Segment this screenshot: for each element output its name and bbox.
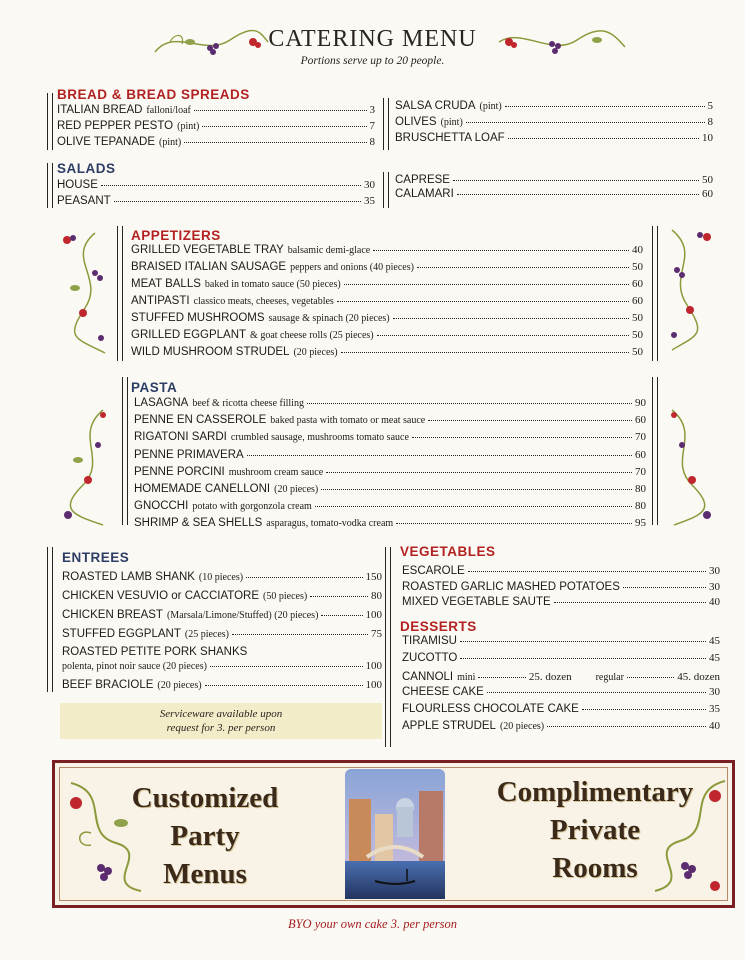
leader-dots <box>341 352 629 353</box>
serviceware-note <box>60 703 382 739</box>
menu-item <box>57 178 375 193</box>
item-desc: baked in tomato sauce (50 pieces) <box>204 279 341 290</box>
divider <box>117 226 118 361</box>
leader-dots <box>247 455 632 456</box>
leader-dots <box>310 596 368 597</box>
item-desc: (25 pieces) <box>184 629 230 640</box>
item-name: SALSA CRUDA <box>395 100 476 112</box>
cannoli-mini-label: mini <box>457 672 476 683</box>
item-name: CHICKEN BREAST <box>62 609 163 621</box>
divider <box>122 226 123 361</box>
item-desc: (pint) <box>159 137 182 148</box>
item-name: PENNE EN CASSEROLE <box>134 414 267 427</box>
item-name: CALAMARI <box>395 188 454 200</box>
leader-dots <box>417 267 629 268</box>
leader-dots <box>466 122 705 123</box>
menu-item <box>402 634 720 649</box>
item-desc: (20 pieces) <box>157 680 202 691</box>
menu-item <box>131 243 643 258</box>
divider <box>47 163 48 208</box>
item-price: 70 <box>635 465 646 478</box>
item-price: 90 <box>635 397 646 409</box>
item-name: CHICKEN VESUVIO or CACCIATORE <box>62 590 260 602</box>
item-name: ROASTED PETITE PORK SHANKS <box>62 646 248 658</box>
banner-right-line: Rooms <box>552 852 638 884</box>
leader-dots <box>205 685 363 686</box>
menu-item <box>62 589 382 604</box>
leader-dots <box>623 587 706 588</box>
divider <box>47 547 48 692</box>
menu-item <box>395 187 713 202</box>
menu-item <box>134 413 646 428</box>
item-price: 100 <box>365 660 382 672</box>
item-name: OLIVES <box>395 116 437 128</box>
item-desc: (pint) <box>440 117 463 128</box>
menu-item <box>57 194 375 209</box>
item-name: PEASANT <box>57 195 111 207</box>
divider <box>383 98 384 150</box>
item-price: 50 <box>632 261 643 273</box>
item-name: HOMEMADE CANELLONI <box>134 483 271 495</box>
item-desc: potato with gorgonzola cream <box>192 501 312 513</box>
menu-item <box>402 651 720 666</box>
leader-dots <box>232 634 368 635</box>
menu-item <box>395 173 713 188</box>
menu-item <box>134 448 646 463</box>
leader-dots <box>321 615 362 616</box>
item-name: STUFFED EGGPLANT <box>62 628 181 640</box>
leader-dots <box>505 106 705 107</box>
menu-item <box>402 564 720 579</box>
footer-note: BYO your own cake 3. per person <box>287 917 458 931</box>
leader-dots <box>315 506 632 507</box>
promo-banner <box>52 760 735 908</box>
divider <box>657 377 658 525</box>
item-price: 7 <box>369 120 375 132</box>
item-price: 50 <box>632 329 643 341</box>
floral-vine-icon <box>662 225 722 355</box>
item-desc: polenta, pinot noir sauce (20 pieces) <box>62 661 207 672</box>
menu-item <box>57 119 375 134</box>
item-price: 30 <box>364 179 375 191</box>
item-desc: classico meats, cheeses, vegetables <box>193 296 334 307</box>
menu-item <box>62 570 382 585</box>
item-name: CANNOLI <box>402 671 454 683</box>
item-desc: asparagus, tomato-vodka cream <box>266 518 394 530</box>
item-name: STUFFED MUSHROOMS <box>131 312 265 324</box>
item-price: 8 <box>707 116 713 128</box>
item-price: 80 <box>371 590 382 602</box>
cannoli-regular-price: 45. dozen <box>677 671 721 683</box>
item-name: RED PEPPER PESTO <box>57 120 174 132</box>
item-name: ESCAROLE <box>402 565 465 577</box>
section-title-vegetables: VEGETABLES <box>400 544 496 559</box>
menu-item <box>402 685 720 700</box>
item-name: BRAISED ITALIAN SAUSAGE <box>131 261 287 273</box>
menu-item <box>131 277 643 292</box>
divider <box>652 226 653 361</box>
divider <box>385 547 386 747</box>
item-name: FLOURLESS CHOCOLATE CAKE <box>402 703 579 715</box>
item-name: CHEESE CAKE <box>402 686 484 698</box>
menu-item <box>395 131 713 146</box>
leader-dots <box>337 301 629 302</box>
item-name: WILD MUSHROOM STRUDEL <box>131 346 290 358</box>
leader-dots <box>468 571 706 572</box>
item-name: APPLE STRUDEL <box>402 720 496 732</box>
item-name: RIGATONI SARDI <box>134 431 227 444</box>
item-desc: (20 pieces) <box>293 347 338 358</box>
item-desc: sausage & spinach (20 pieces) <box>268 313 390 324</box>
item-name: SHRIMP & SEA SHELLS <box>134 517 263 530</box>
floral-scroll-icon <box>645 771 729 899</box>
banner-right-line: Complimentary <box>496 776 694 808</box>
menu-item <box>131 294 643 309</box>
menu-item <box>134 482 646 497</box>
item-price: 40 <box>709 596 720 608</box>
menu-item <box>395 115 713 130</box>
item-desc: (50 pieces) <box>263 591 308 602</box>
menu-item <box>134 499 646 514</box>
floral-vine-icon <box>55 228 115 358</box>
section-title-desserts: DESSERTS <box>400 619 477 634</box>
leader-dots <box>321 489 632 490</box>
item-name: GRILLED EGGPLANT <box>131 329 247 341</box>
item-name: ROASTED GARLIC MASHED POTATOES <box>402 580 620 593</box>
venice-canal-image <box>345 769 445 899</box>
leader-dots <box>582 709 706 710</box>
leader-dots <box>210 666 363 667</box>
divider <box>52 163 53 208</box>
item-name: GNOCCHI <box>134 500 189 513</box>
divider <box>52 547 53 692</box>
banner-left-line: Menus <box>163 858 247 890</box>
leader-dots <box>114 201 361 202</box>
item-desc: crumbled sausage, mushrooms tomato sauce <box>230 432 409 444</box>
leader-dots <box>307 403 632 404</box>
divider <box>388 98 389 150</box>
leader-dots <box>101 185 361 186</box>
menu-item <box>131 345 643 360</box>
item-price: 60 <box>635 414 646 427</box>
menu-item <box>402 595 720 610</box>
page-title: CATERING MENU <box>268 26 477 52</box>
item-name: BEEF BRACIOLE <box>62 679 154 691</box>
item-price: 60 <box>635 448 646 461</box>
section-title-entrees: ENTREES <box>62 550 130 565</box>
menu-item <box>131 311 643 326</box>
item-price: 45 <box>709 652 720 664</box>
leader-dots <box>326 472 632 473</box>
leader-dots <box>412 437 632 438</box>
leader-dots <box>554 602 706 603</box>
item-price: 75 <box>371 628 382 640</box>
item-desc: (pint) <box>177 121 200 132</box>
menu-item <box>134 430 646 445</box>
item-desc: peppers and onions (40 pieces) <box>290 262 414 273</box>
leader-dots <box>453 180 699 181</box>
item-price: 30 <box>709 580 720 593</box>
banner-right-line: Private <box>549 814 641 846</box>
item-price: 60 <box>702 188 713 200</box>
item-desc: (10 pieces) <box>198 572 244 583</box>
item-desc: balsamic demi-glace <box>287 245 371 256</box>
note-line: Serviceware available upon <box>159 708 283 720</box>
item-price: 10 <box>702 132 713 144</box>
menu-item <box>62 627 382 642</box>
menu-item <box>62 678 382 693</box>
leader-dots <box>373 250 629 251</box>
item-price: 8 <box>369 136 375 148</box>
section-title-bread: BREAD & BREAD SPREADS <box>57 87 250 102</box>
item-price: 40 <box>709 720 720 732</box>
item-price: 50 <box>632 312 643 324</box>
item-name: MEAT BALLS <box>131 278 201 290</box>
leader-dots <box>457 194 699 195</box>
item-name: GRILLED VEGETABLE TRAY <box>131 244 284 256</box>
menu-item <box>402 580 720 595</box>
item-price: 40 <box>632 244 643 256</box>
floral-vine-icon <box>662 405 722 530</box>
floral-vine-icon <box>58 405 118 530</box>
item-desc: (pint) <box>479 101 502 112</box>
item-name: CAPRESE <box>395 174 450 186</box>
menu-item <box>131 260 643 275</box>
menu-item <box>402 702 720 717</box>
leader-dots <box>396 523 632 524</box>
leader-dots <box>194 110 367 111</box>
item-price: 5 <box>707 100 713 112</box>
menu-item <box>134 396 646 411</box>
item-desc: (20 pieces) <box>274 484 319 495</box>
divider <box>127 377 128 525</box>
item-price: 30 <box>709 686 720 698</box>
item-price: 35 <box>709 703 720 715</box>
leader-dots <box>393 318 629 319</box>
divider <box>390 547 391 747</box>
leader-dots <box>202 126 366 127</box>
item-desc: (Marsala/Limone/Stuffed) (20 pieces) <box>166 610 319 621</box>
divider <box>383 172 384 208</box>
item-name: BRUSCHETTA LOAF <box>395 132 505 144</box>
item-price: 60 <box>632 295 643 307</box>
item-desc: baked pasta with tomato or meat sauce <box>270 415 426 427</box>
item-name: ANTIPASTI <box>131 295 190 307</box>
menu-item <box>57 103 375 118</box>
item-price: 60 <box>632 278 643 290</box>
item-desc: & goat cheese rolls (25 pieces) <box>250 330 374 341</box>
item-price: 70 <box>635 431 646 444</box>
item-price: 95 <box>635 517 646 530</box>
leader-dots <box>377 335 629 336</box>
item-price: 80 <box>635 483 646 495</box>
item-name: ROASTED LAMB SHANK <box>62 571 195 583</box>
menu-item-cannoli <box>402 670 720 685</box>
section-title-pasta: PASTA <box>131 380 178 395</box>
cannoli-regular-label: regular <box>595 672 624 683</box>
divider <box>122 377 123 525</box>
leader-dots <box>460 641 706 642</box>
menu-item <box>134 516 646 531</box>
menu-item <box>131 328 643 343</box>
item-price: 150 <box>365 571 382 583</box>
menu-item <box>134 465 646 480</box>
item-name: ITALIAN BREAD <box>57 104 143 116</box>
note-line: request for 3. per person <box>166 722 276 734</box>
item-price: 50 <box>702 174 713 186</box>
item-desc: beef & ricotta cheese filling <box>192 398 304 409</box>
item-price: 35 <box>364 195 375 207</box>
menu-item <box>62 608 382 623</box>
divider <box>652 377 653 525</box>
item-desc: mushroom cream sauce <box>228 466 324 478</box>
divider <box>52 93 53 150</box>
menu-item <box>57 135 375 150</box>
page-subtitle: Portions serve up to 20 people. <box>300 55 445 67</box>
item-price: 100 <box>365 679 382 691</box>
item-desc: falloni/loaf <box>146 105 191 116</box>
cannoli-mini-price: 25. dozen <box>528 671 572 683</box>
item-name: OLIVE TEPANADE <box>57 136 155 148</box>
item-price: 100 <box>365 609 382 621</box>
leader-dots <box>246 577 362 578</box>
item-name: ZUCOTTO <box>402 652 458 664</box>
leader-dots <box>508 138 699 139</box>
banner-left-line: Party <box>170 820 240 852</box>
item-name: TIRAMISU <box>402 635 457 647</box>
leader-dots <box>478 677 525 678</box>
menu-item <box>62 645 382 660</box>
item-price: 3 <box>369 104 375 116</box>
divider <box>657 226 658 361</box>
menu-item <box>62 659 382 674</box>
item-name: PENNE PRIMAVERA <box>134 448 244 461</box>
item-name: HOUSE <box>57 179 98 191</box>
item-price: 45 <box>709 635 720 647</box>
section-title-salads: SALADS <box>57 161 116 176</box>
item-price: 50 <box>632 346 643 358</box>
leader-dots <box>487 692 706 693</box>
item-name: LASAGNA <box>134 397 189 409</box>
menu-item <box>402 719 720 734</box>
leader-dots <box>627 677 674 678</box>
item-name: PENNE PORCINI <box>134 465 225 478</box>
item-price: 80 <box>635 500 646 513</box>
menu-item <box>395 99 713 114</box>
leader-dots <box>460 658 706 659</box>
item-name: MIXED VEGETABLE SAUTE <box>402 596 551 608</box>
banner-left-line: Customized <box>131 782 279 814</box>
leader-dots <box>184 142 366 143</box>
leader-dots <box>547 726 706 727</box>
divider <box>388 172 389 208</box>
section-title-appetizers: APPETIZERS <box>131 228 221 243</box>
item-price: 30 <box>709 565 720 577</box>
divider <box>47 93 48 150</box>
leader-dots <box>428 420 632 421</box>
item-desc: (20 pieces) <box>499 721 545 732</box>
leader-dots <box>344 284 629 285</box>
